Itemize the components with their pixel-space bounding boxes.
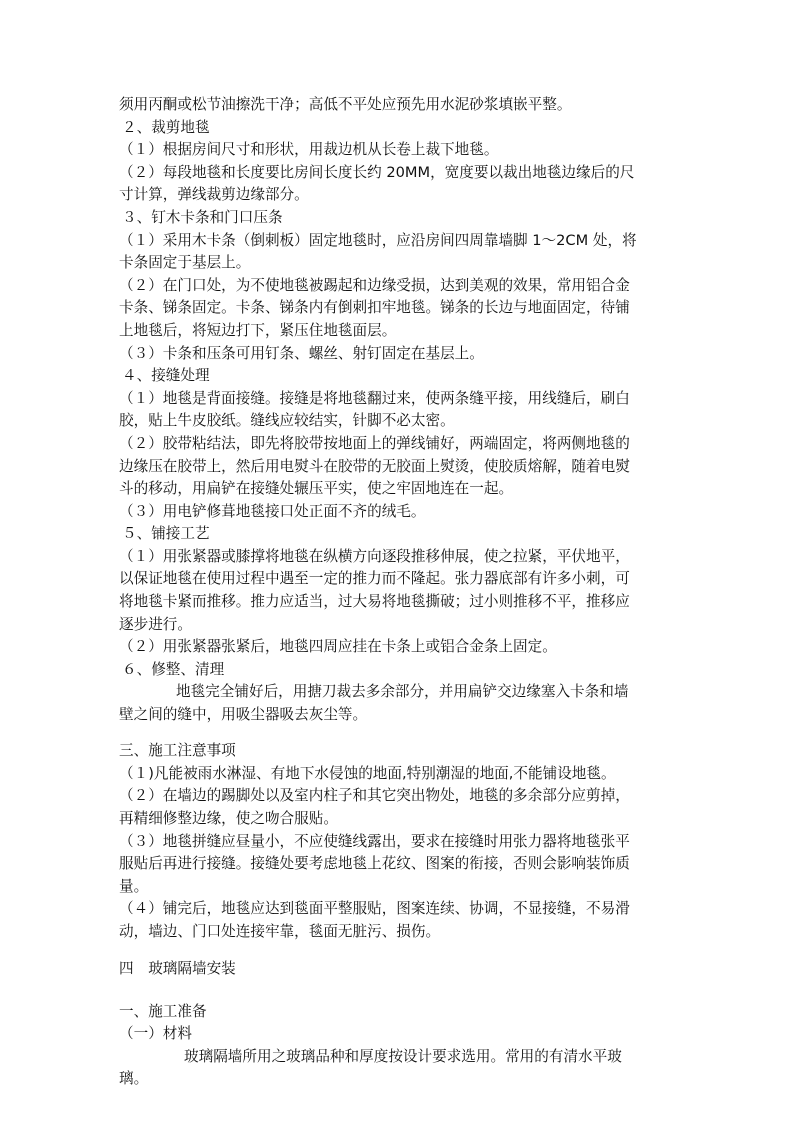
paragraph-line: 地毯完全铺好后，用搪刀裁去多余部分，并用扁铲交边缘塞入卡条和墙 <box>176 683 629 701</box>
paragraph-line: （２）在墙边的踢脚处以及室内柱子和其它突出物处，地毯的多余部分应剪掉， <box>119 787 630 805</box>
paragraph-line: 壁之间的缝中，用吸尘器吸去灰尘等。 <box>119 706 368 724</box>
paragraph-line: （１)凡能被雨水淋湿、有地下水侵蚀的地面,特别潮湿的地面,不能铺设地毯。 <box>119 764 616 782</box>
paragraph-line: （３）用电铲修葺地毯接口处正面不齐的绒毛。 <box>119 502 426 520</box>
subsection-heading: ６、修整、清理 <box>122 660 225 678</box>
paragraph-line: （１）根据房间尺寸和形状，用裁边机从长卷上裁下地毯。 <box>119 141 499 159</box>
blank-line <box>119 943 689 958</box>
paragraph-line: 量。 <box>119 877 149 895</box>
paragraph-line: 须用丙酮或松节油擦洗干净；高低不平处应预先用水泥砂浆填嵌平整。 <box>119 96 572 113</box>
section-heading: 一、施工准备 <box>119 1002 207 1020</box>
paragraph-line: 璃。 <box>119 1070 149 1088</box>
paragraph-line: 寸计算，弹线裁剪边缘部分。 <box>119 186 309 204</box>
chapter-heading: 四 玻璃隔墙安装 <box>119 959 236 977</box>
paragraph-line: 边缘压在胶带上，然后用电熨斗在胶带的无胶面上熨烫，使胶质熔解，随着电熨 <box>119 457 630 475</box>
paragraph-line: （３）地毯拼缝应昼量小，不应使缝线露出，要求在接缝时用张力器将地毯张平 <box>119 832 630 850</box>
paragraph-line: 动，墙边、门口处连接牢靠，毯面无脏污、损伤。 <box>119 922 441 940</box>
blank-line <box>119 981 689 1001</box>
paragraph-line: 斗的移动，用扁铲在接缝处辗压平实，使之牢固地连在一起。 <box>119 480 514 498</box>
paragraph-line: （４）铺完后，地毯应达到毯面平整服贴，图案连续、协调，不显接缝，不易滑 <box>119 900 630 918</box>
paragraph-line: （２）在门口处，为不使地毯被踢起和边缘受损，达到美观的效果，常用铝合金 <box>119 276 630 294</box>
subsection-heading: ２、裁剪地毯 <box>122 118 210 136</box>
paragraph-line: 玻璃隔墙所用之玻璃品种和厚度按设计要求选用。常用的有清水平玻 <box>184 1047 622 1065</box>
paragraph-line: （２）用张紧器张紧后，地毯四周应挂在卡条上或铝合金条上固定。 <box>119 638 557 656</box>
paragraph-line: （１）地毯是背面接缝。接缝是将地毯翻过来，使两条缝平接，用线缝后，刷白 <box>119 389 630 407</box>
paragraph-line: 以保证地毯在使用过程中遇至一定的推力而不隆起。张力器底部有许多小刺，可 <box>119 570 630 588</box>
paragraph-line: （１）采用木卡条（倒刺板）固定地毯时，应沿房间四周靠墙脚 1～2CM 处，将 <box>119 231 637 249</box>
paragraph-line: 卡条固定于基层上。 <box>119 254 251 272</box>
section-heading: 三、施工注意事项 <box>119 742 236 760</box>
paragraph-line: （１）用张紧器或膝撑将地毯在纵横方向逐段推移伸展，使之拉紧，平伏地平， <box>119 547 630 565</box>
subsection-heading: ４、接缝处理 <box>122 367 210 385</box>
document-page <box>119 94 689 1091</box>
paragraph-line: （３）卡条和压条可用钉条、螺丝、射钉固定在基层上。 <box>119 344 484 362</box>
blank-line <box>119 727 689 741</box>
paragraph-line: （２）每段地毯和长度要比房间长度长约 20MM，宽度要以裁出地毯边缘后的尺 <box>119 163 635 181</box>
paragraph-line: 再精细修整边缘，使之吻合服贴。 <box>119 809 338 827</box>
paragraph-line: 服贴后再进行接缝。接缝处要考虑地毯上花纹、图案的衔接，否则会影响装饰质 <box>119 855 630 873</box>
paragraph-line: 逐步进行。 <box>119 615 192 633</box>
paragraph-line: （２）胶带粘结法，即先将胶带按地面上的弹线铺好，两端固定，将两侧地毯的 <box>119 434 630 452</box>
paragraph-line: 上地毯后，将短边打下，紧压住地毯面层。 <box>119 321 397 339</box>
paragraph-line: 卡条、锑条固定。卡条、锑条内有倒刺扣牢地毯。锑条的长边与地面固定，待铺 <box>119 299 630 317</box>
subsection-heading: ３、钉木卡条和门口压条 <box>122 208 283 226</box>
paragraph-line: 将地毯卡紧而推移。推力应适当，过大易将地毯撕破；过小则推移不平，推移应 <box>119 593 630 611</box>
paragraph-line: （一）材料 <box>119 1025 192 1043</box>
paragraph-line: 胶，贴上牛皮胶纸。缝线应较结实，针脚不必太密。 <box>119 412 455 430</box>
subsection-heading: ５、铺接工艺 <box>122 525 210 543</box>
